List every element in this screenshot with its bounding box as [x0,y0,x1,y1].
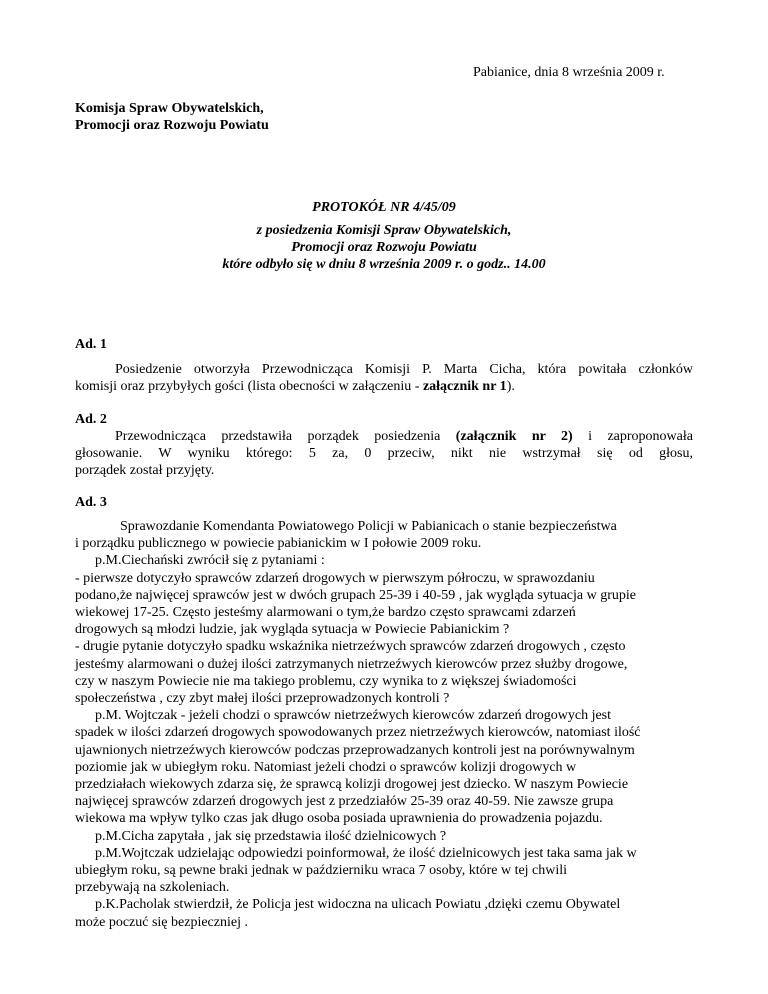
ad3-paragraph-line: p.K.Pacholak stwierdził, że Policja jest widoczna na ulicach Powiatu ,dzięki czemu Obywatel [95,897,621,912]
committee-name-line2: Promocji oraz Rozwoju Powiatu [75,118,269,133]
place-date: Pabianice, dnia 8 września 2009 r. [473,65,665,80]
protocol-subtitle-line3: które odbyło się w dniu 8 września 2009 r. o godz.. 14.00 [222,257,546,272]
ad1-heading: Ad. 1 [75,337,107,352]
ad2-paragraph-line1: Przewodnicząca przedstawiła porządek posiedzenia (załącznik nr 2) i zaproponowała [115,429,693,444]
ad3-paragraph-line: wiekowa ma wpływ tylko czas jak długo osoba posiada uprawnienia do prowadzenia pojazdu. [75,811,603,826]
ad1-paragraph-line1: Posiedzenie otworzyła Przewodnicząca Komisji P. Marta Cicha, która powitała członków [115,362,693,377]
ad3-paragraph-line: Sprawozdanie Komendanta Powiatowego Policji w Pabianicach o stanie bezpieczeństwa [120,519,617,534]
ad3-paragraph-line: - pierwsze dotyczyło sprawców zdarzeń drogowych w pierwszym półroczu, w sprawozdaniu [75,571,595,586]
ad3-paragraph-line: może poczuć się bezpieczniej . [75,915,248,930]
ad3-paragraph-line: poziomie jak w ubiegłym roku. Natomiast jeżeli chodzi o sprawców kolizji drogowych w [75,760,577,775]
ad1-paragraph-line2: komisji oraz przybyłych gości (lista obecności w załączeniu - załącznik nr 1). [75,379,515,394]
ad3-heading: Ad. 3 [75,495,107,510]
protocol-subtitle-line2: Promocji oraz Rozwoju Powiatu [291,240,477,255]
attachment-ref-2: (załącznik nr 2) [455,429,573,444]
ad3-paragraph-line: spadek w ilości zdarzeń drogowych spowodowanych przez nietrzeźwych kierowców, natomiast ilość [75,725,641,740]
ad2-paragraph-line2: głosowanie. W wyniku którego: 5 za, 0 przeciw, nikt nie wstrzymał się od głosu, [75,446,693,461]
ad3-paragraph-line: p.M.Cicha zapytała , jak się przedstawia ilość dzielnicowych ? [95,829,447,844]
ad3-paragraph-line: i porządku publicznego w powiecie pabianickim w I połowie 2009 roku. [75,536,482,551]
ad3-paragraph-line: - drugie pytanie dotyczyło spadku wskaźnika nietrzeźwych sprawców zdarzeń drogowych , często [75,639,626,654]
ad2-heading: Ad. 2 [75,412,107,427]
ad3-paragraph-line: podano,że najwięcej sprawców jest w dwóch grupach 25-39 i 40-59 , jak wygląda sytuacja w grupie [75,588,636,603]
ad3-paragraph-line: p.M. Wojtczak - jeżeli chodzi o sprawców nietrzeźwych kierowców zdarzeń drogowych jest [95,708,612,723]
attachment-ref-1: załącznik nr 1 [422,379,507,394]
ad3-paragraph-line: czy w naszym Powiecie nie ma takiego problemu, czy wynika to z większej świadomości [75,674,577,689]
ad3-paragraph-line: najwięcej sprawców zdarzeń drogowych jest z przedziałów 25-39 oraz 40-59. Nie zawsze grupa [75,794,614,809]
ad3-paragraph-line: p.M.Wojtczak udzielając odpowiedzi poinformował, że ilość dzielnicowych jest taka sama jak w [95,846,637,861]
ad3-paragraph-line: wiekowej 17-25. Często jesteśmy alarmowani o tym,że bardzo często sprawcami zdarzeń [75,605,576,620]
ad3-paragraph-line: p.M.Ciechański zwrócił się z pytaniami : [95,553,325,568]
ad3-paragraph-line: ujawnionych nietrzeźwych kierowców podczas przeprowadzanych kontroli jest na porównywalnym [75,743,635,758]
committee-name-line1: Komisja Spraw Obywatelskich, [75,101,264,116]
ad3-paragraph-line: przedziałach wiekowych zdarza się, że sprawcą kolizji drogowej jest dziecko. W naszym Powiecie [75,777,629,792]
ad3-paragraph-line: przebywają na szkoleniach. [75,880,230,895]
ad3-paragraph-line: jesteśmy alarmowani o dużej ilości zatrzymanych nietrzeźwych kierowców przez służby drogowe, [75,657,628,672]
ad3-paragraph-line: drogowych są młodzi ludzie, jak wygląda sytuacja w Powiecie Pabianickim ? [75,622,510,637]
protocol-title: PROTOKÓŁ NR 4/45/09 [312,200,456,215]
ad2-paragraph-line3: porządek został przyjęty. [75,463,215,478]
ad3-paragraph-line: społeczeństwa , czy zbyt małej ilości przeprowadzonych kontroli ? [75,691,450,706]
protocol-subtitle-line1: z posiedzenia Komisji Spraw Obywatelskich, [256,223,512,238]
ad3-paragraph-line: ubiegłym roku, są pewne braki jednak w październiku wraca 7 osoby, które w tej chwili [75,863,568,878]
